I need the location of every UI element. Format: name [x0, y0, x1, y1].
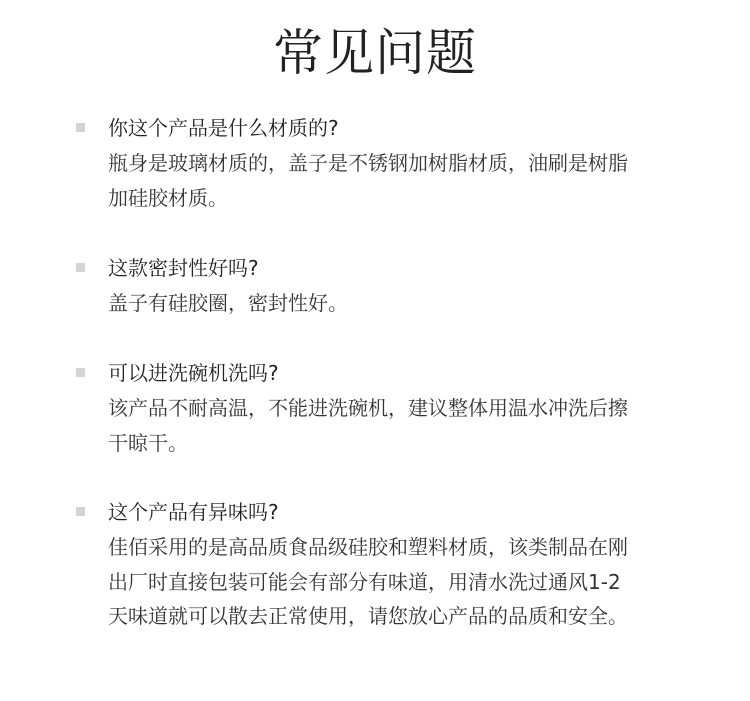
faq-answer — [108, 286, 348, 321]
faq-answer-line: 干晾干。 — [108, 430, 188, 455]
faq-answer-line: 盖子有硅胶圈，密封性好。 — [108, 291, 348, 315]
faq-answer-line: 佳佰采用的是高品质食品级硅胶和塑料材质，该类制品在刚 — [108, 535, 628, 559]
faq-question: 你这个产品是什么材质的? — [108, 116, 339, 140]
faq-answer — [108, 391, 628, 460]
page-title: 常见问题 — [273, 24, 477, 82]
faq-answer-line: 瓶身是玻璃材质的，盖子是不锈钢加树脂材质，油刷是树脂 — [108, 151, 628, 175]
faq-answer-line: 出厂时直接包装可能会有部分有味道，用清水洗过通风1-2 — [108, 569, 621, 594]
bullet-square-icon — [76, 507, 85, 516]
faq-answer — [108, 146, 628, 215]
faq-question: 这个产品有异味吗? — [108, 500, 279, 524]
faq-answer — [108, 530, 628, 634]
faq-question: 这款密封性好吗? — [108, 256, 259, 280]
faq-answer-line: 该产品不耐高温，不能进洗碗机，建议整体用温水冲洗后擦 — [108, 396, 628, 420]
bullet-square-icon — [76, 123, 85, 132]
faq-answer-line: 加硅胶材质。 — [108, 185, 228, 210]
faq-answer-line: 天味道就可以散去正常使用，请您放心产品的品质和安全。 — [108, 604, 628, 628]
bullet-square-icon — [76, 263, 85, 272]
bullet-square-icon — [76, 368, 85, 377]
faq-question: 可以进洗碗机洗吗? — [108, 361, 279, 385]
